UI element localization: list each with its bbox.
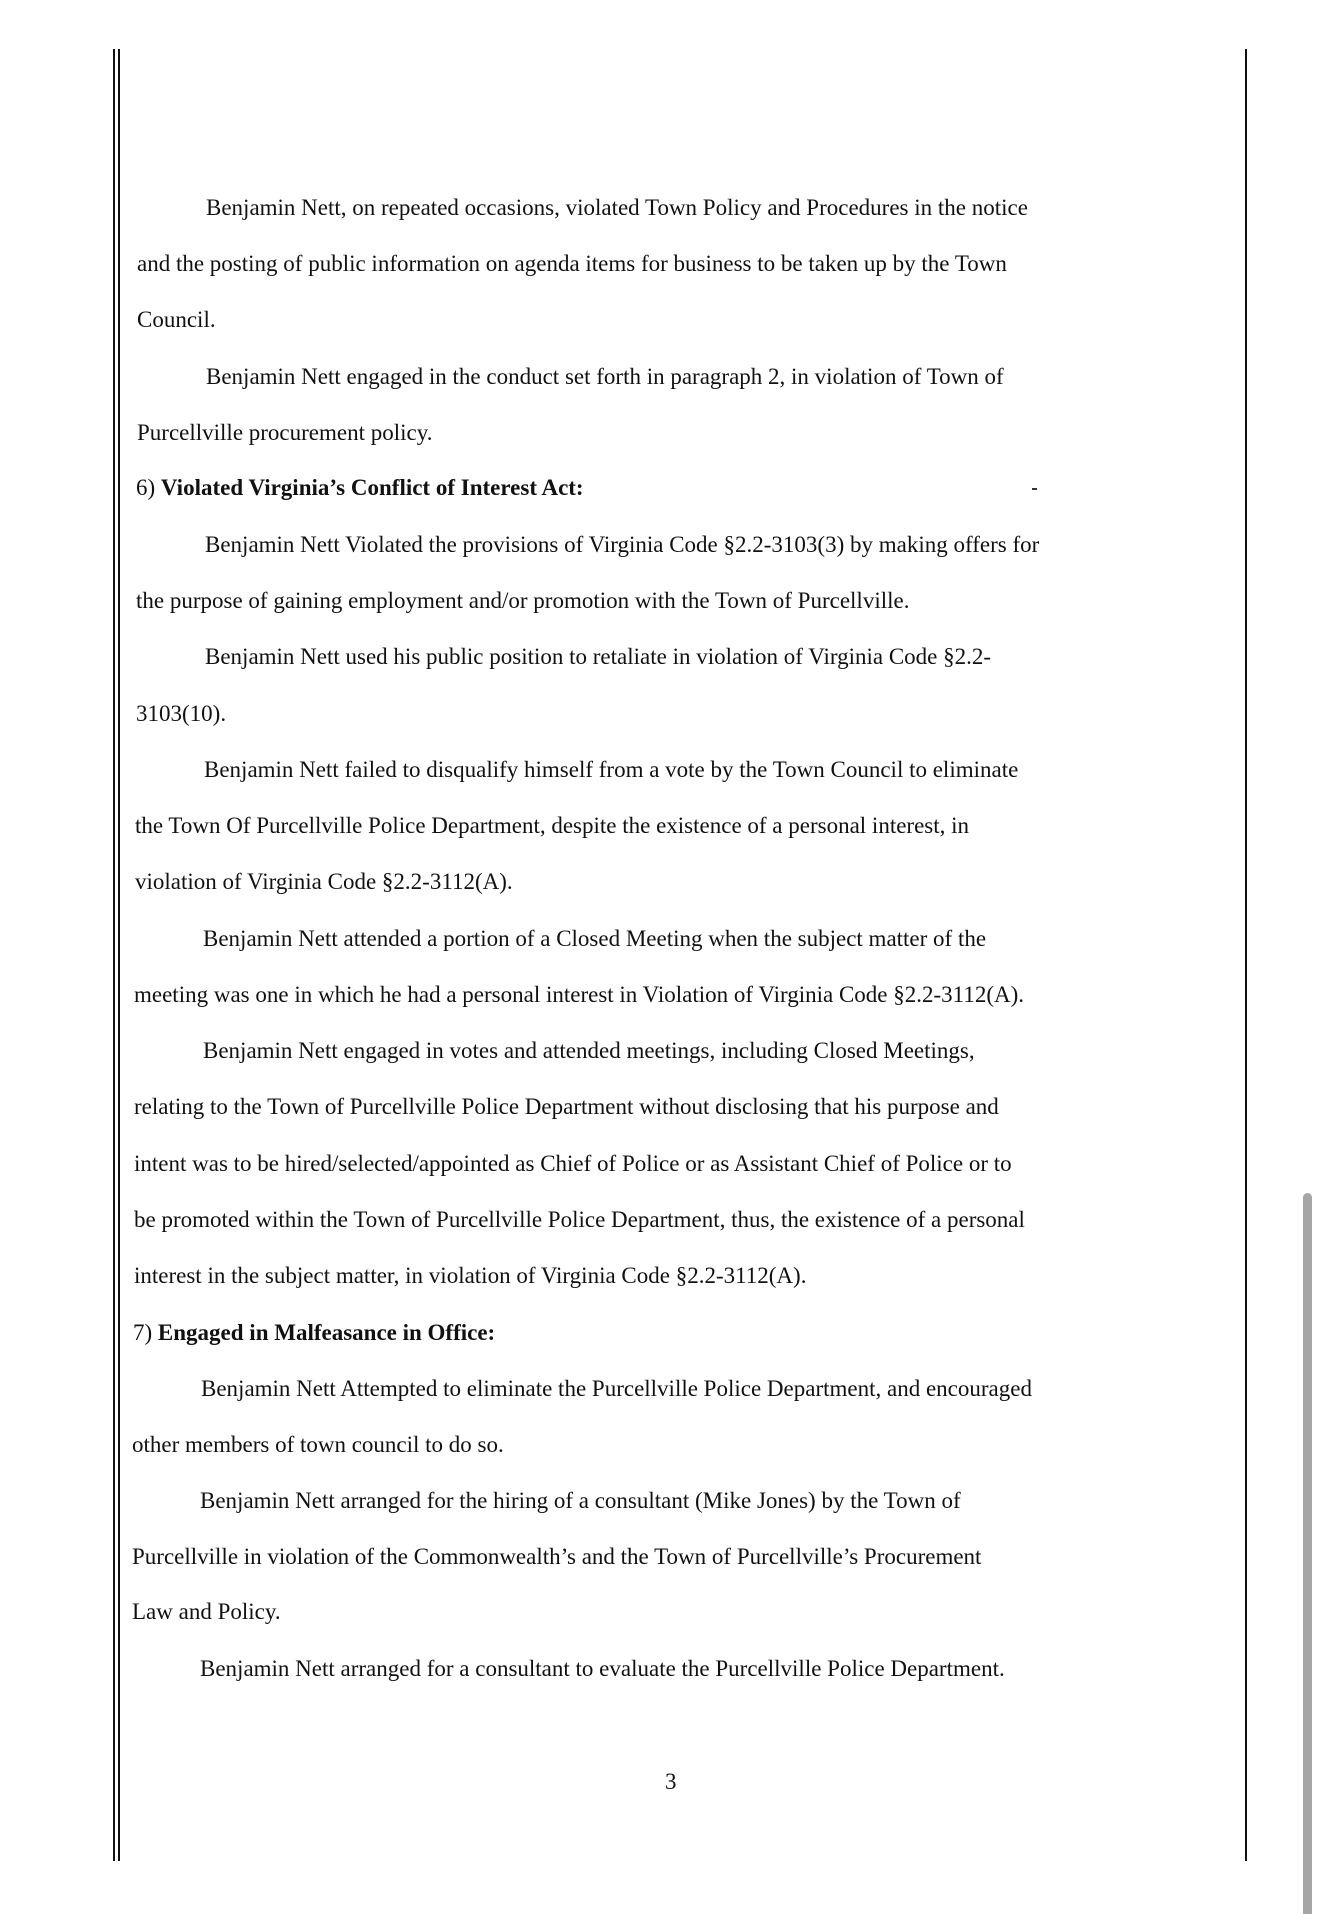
paragraph-line: relating to the Town of Purcellville Police Department without disclosing that his purpose and <box>134 1094 999 1119</box>
paragraph-line: and the posting of public information on agenda items for business to be taken up by the Town <box>137 251 1007 276</box>
page-number: 3 <box>665 1769 677 1794</box>
paragraph-line: Council. <box>137 307 216 332</box>
paragraph-line: Benjamin Nett failed to disqualify himself from a vote by the Town Council to eliminate <box>204 757 1019 782</box>
section-title: Violated Virginia’s Conflict of Interest Act: <box>160 475 584 500</box>
vertical-scrollbar-thumb[interactable] <box>1303 1193 1312 1914</box>
section-number: 7) <box>133 1320 158 1345</box>
scan-speck <box>1032 488 1037 490</box>
paragraph-line: Benjamin Nett Attempted to eliminate the Purcellville Police Department, and encouraged <box>201 1376 1032 1401</box>
section-heading-7 <box>133 1321 495 1344</box>
paragraph-line: Benjamin Nett attended a portion of a Closed Meeting when the subject matter of the <box>203 926 987 951</box>
left-margin-rule-outer <box>113 49 115 1861</box>
paragraph-line: the Town Of Purcellville Police Department, despite the existence of a personal interest, in <box>135 813 970 838</box>
paragraph-line: Benjamin Nett engaged in votes and attended meetings, including Closed Meetings, <box>203 1038 975 1063</box>
paragraph-line: Purcellville procurement policy. <box>137 420 433 445</box>
paragraph-line: Benjamin Nett arranged for a consultant to evaluate the Purcellville Police Department. <box>200 1656 1005 1681</box>
section-number: 6) <box>136 475 161 500</box>
paragraph-line: meeting was one in which he had a personal interest in Violation of Virginia Code §2.2-3112(A). <box>134 982 1025 1007</box>
paragraph-line: intent was to be hired/selected/appointed as Chief of Police or as Assistant Chief of Police or to <box>134 1151 1012 1176</box>
paragraph-line: Benjamin Nett Violated the provisions of Virginia Code §2.2-3103(3) by making offers for <box>205 532 1040 557</box>
paragraph-line: interest in the subject matter, in violation of Virginia Code §2.2-3112(A). <box>134 1263 807 1288</box>
section-heading-6 <box>136 476 584 499</box>
paragraph-line: Benjamin Nett used his public position to retaliate in violation of Virginia Code §2.2- <box>205 644 992 669</box>
section-title: Engaged in Malfeasance in Office: <box>157 1320 496 1345</box>
right-margin-rule <box>1245 49 1247 1861</box>
paragraph-line: Benjamin Nett, on repeated occasions, violated Town Policy and Procedures in the notice <box>206 195 1028 220</box>
paragraph-line: Benjamin Nett arranged for the hiring of a consultant (Mike Jones) by the Town of <box>200 1488 961 1513</box>
paragraph-line: Purcellville in violation of the Commonwealth’s and the Town of Purcellville’s Procurement <box>132 1544 982 1569</box>
paragraph-line: Benjamin Nett engaged in the conduct set forth in paragraph 2, in violation of Town of <box>206 364 1004 389</box>
paragraph-line: 3103(10). <box>136 701 227 726</box>
paragraph-line: the purpose of gaining employment and/or promotion with the Town of Purcellville. <box>136 588 910 613</box>
left-margin-rule-inner <box>118 49 120 1861</box>
paragraph-line: be promoted within the Town of Purcellville Police Department, thus, the existence of a personal <box>134 1207 1025 1232</box>
paragraph-line: Law and Policy. <box>132 1599 281 1624</box>
paragraph-line: violation of Virginia Code §2.2-3112(A). <box>135 869 513 894</box>
paragraph-line: other members of town council to do so. <box>132 1432 504 1457</box>
